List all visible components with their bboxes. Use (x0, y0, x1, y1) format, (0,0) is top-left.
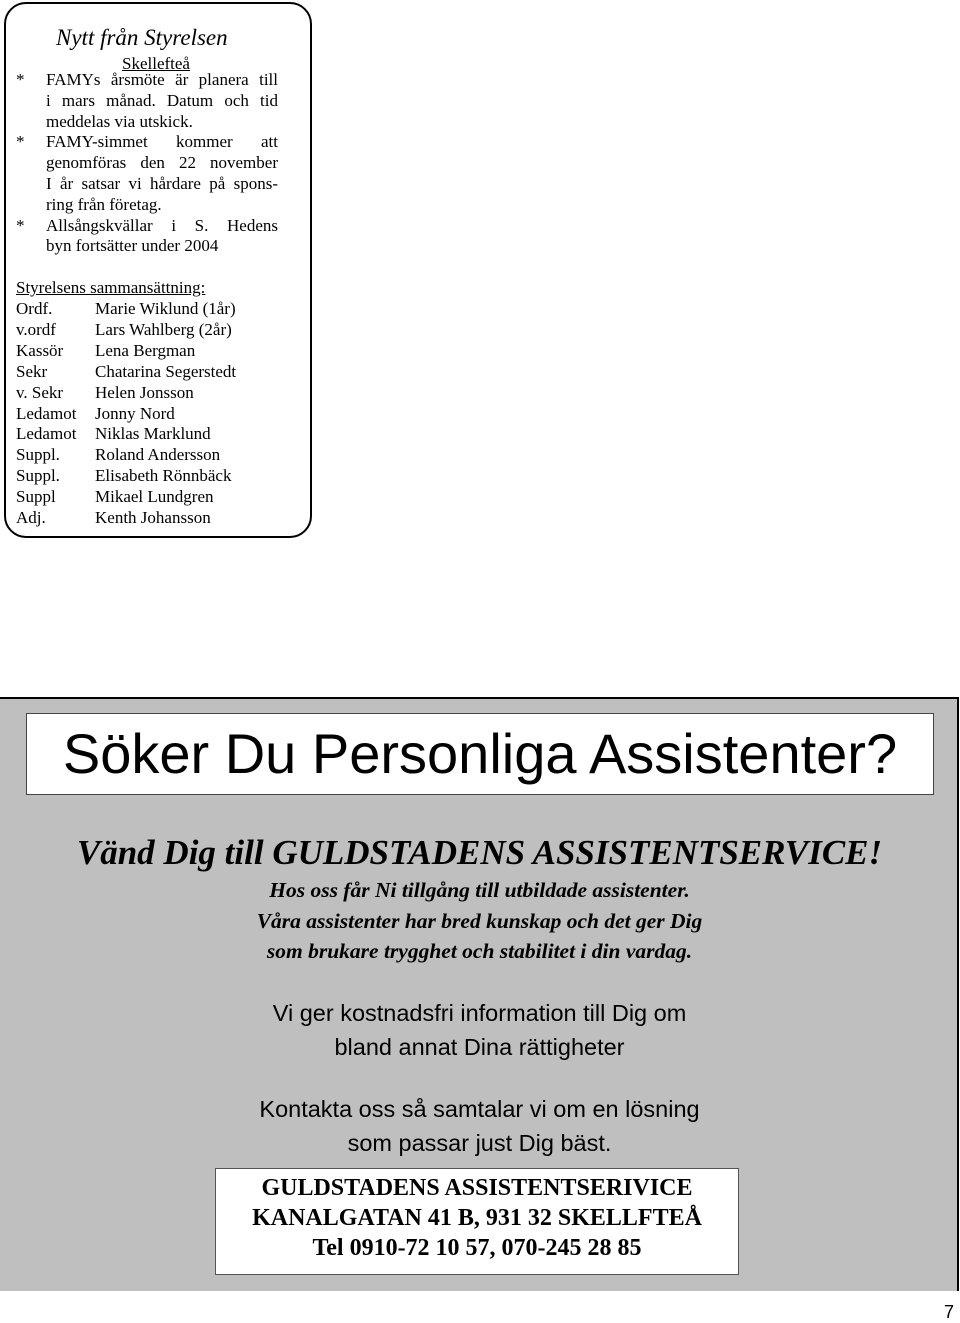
member-role: Ledamot (16, 424, 77, 444)
contact-line: som passar just Dig bäst. (347, 1130, 612, 1156)
board-members-table (16, 299, 236, 529)
advert-pitch (0, 875, 959, 967)
member-role: Sekr (16, 361, 48, 381)
member-name: Roland Andersson (95, 445, 221, 465)
member-role: Suppl. (16, 466, 60, 486)
news-line: genomföras den 22 november (46, 153, 278, 173)
member-role: v.ordf (16, 319, 56, 339)
news-item (16, 70, 286, 132)
news-line: ring från företag. (46, 194, 162, 214)
company-contact-box (215, 1168, 739, 1275)
table-row (16, 424, 236, 445)
advert-info (0, 996, 959, 1064)
member-name: Jonny Nord (95, 403, 175, 423)
news-line: FAMY-simmet kommer att (46, 132, 278, 152)
board-composition-title: Styrelsens sammansättning: (16, 278, 206, 297)
contact-line: Kontakta oss så samtalar vi om en lösning (259, 1096, 700, 1122)
bullet-asterisk: * (16, 70, 25, 89)
pitch-line: Hos oss får Ni tillgång till utbildade assistenter. (269, 878, 690, 902)
pitch-line: som brukare trygghet och stabilitet i din vardag. (266, 939, 693, 963)
member-name: Mikael Lundgren (95, 487, 214, 507)
member-role: Adj. (16, 508, 46, 528)
table-row (16, 341, 236, 362)
news-list (16, 70, 286, 257)
member-role: v. Sekr (16, 382, 64, 402)
table-row (16, 445, 236, 466)
news-line: i mars månad. Datum och tid (46, 90, 278, 110)
member-role: Ledamot (16, 403, 77, 423)
member-name: Lena Bergman (95, 340, 196, 360)
page-number: 7 (944, 1302, 955, 1322)
member-name: Niklas Marklund (95, 424, 211, 444)
board-news-heading: Nytt från Styrelsen (56, 25, 228, 50)
news-line: FAMYs årsmöte är planera till (46, 70, 278, 89)
member-name: Marie Wiklund (1år) (95, 299, 236, 318)
bullet-asterisk: * (16, 132, 25, 152)
table-row (16, 299, 236, 320)
member-name: Helen Jonsson (95, 382, 194, 402)
company-phone: Tel 0910-72 10 57, 070-245 28 85 (312, 1235, 642, 1261)
member-name: Kenth Johansson (95, 508, 211, 528)
table-row (16, 404, 236, 425)
member-role: Suppl (16, 487, 56, 507)
member-role: Kassör (16, 340, 64, 360)
bullet-asterisk: * (16, 215, 25, 235)
member-role: Suppl. (16, 445, 60, 465)
advert-headline: Söker Du Personliga Assistenter? (26, 713, 934, 795)
table-row (16, 383, 236, 404)
company-address: KANALGATAN 41 B, 931 32 SKELLFTEÅ (252, 1205, 702, 1231)
member-name: Lars Wahlberg (2år) (95, 319, 232, 339)
advert-panel (0, 697, 959, 1291)
pitch-line: Våra assistenter har bred kunskap och det ger Dig (256, 908, 703, 933)
news-line: I år satsar vi hårdare på spons- (46, 173, 278, 193)
advert-callout: Vänd Dig till GULDSTADENS ASSISTENTSERVICE! (76, 833, 883, 872)
info-line: Vi ger kostnadsfri information till Dig om (272, 1000, 687, 1026)
advert-contact-invite (0, 1092, 959, 1160)
board-news-location: Skellefteå (122, 54, 190, 73)
member-name: Elisabeth Rönnbäck (95, 466, 232, 486)
news-line: Allsångskvällar i S. Hedens (46, 215, 278, 235)
member-name: Chatarina Segerstedt (95, 361, 237, 381)
company-name: GULDSTADENS ASSISTENTSERIVICE (261, 1175, 693, 1201)
news-item (16, 132, 286, 215)
news-line: byn fortsätter under 2004 (46, 236, 219, 256)
table-row (16, 320, 236, 341)
member-role: Ordf. (16, 299, 53, 318)
table-row (16, 487, 236, 508)
table-row (16, 466, 236, 487)
info-line: bland annat Dina rättigheter (334, 1034, 625, 1060)
table-row (16, 362, 236, 383)
news-line: meddelas via utskick. (46, 111, 193, 131)
table-row (16, 508, 236, 529)
news-item (16, 216, 286, 258)
